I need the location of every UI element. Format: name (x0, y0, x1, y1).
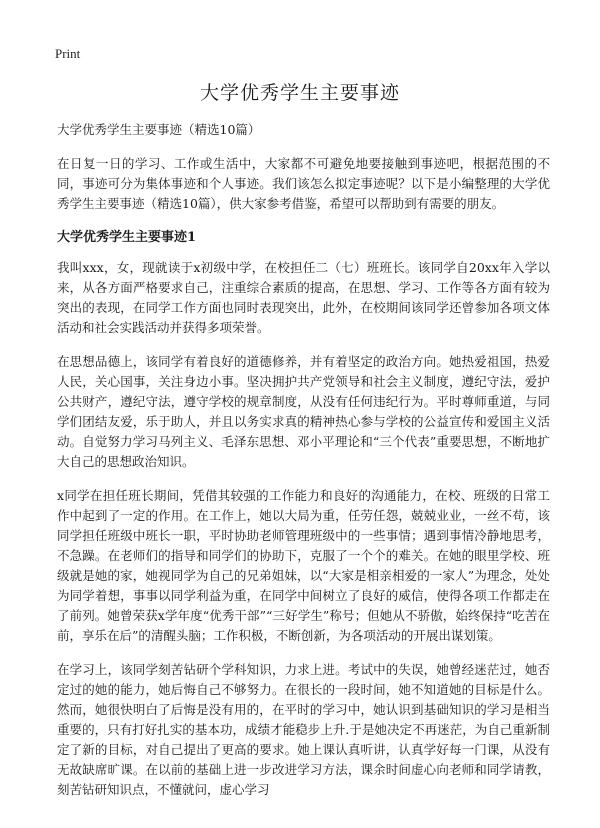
document-title: 大学优秀学生主要事迹 (199, 82, 400, 104)
body-paragraph: 在学习上，该同学刻苦钻研个学科知识，力求上进。考试中的失误，她曾经迷茫过，她否定过的她的能力，她后悔自己不够努力。在很长的一段时间，她不知道她的目标是什么。然而，她很快明白了后悔是没有用的，在平时的学习中，她认识到基础知识的学习是相当重要的，只有打好扎实的基本功，成绩才能稳步上升.于是她决定不再迷茫，为自己重新制定了新的目标，对自己提出了更高的要求。她上课认真听讲，认真学好每一门课，从没有无故缺席旷课。在以前的基础上进一步改进学习方法，课余时间虚心向老师和同学请教，刻苦钻研知识点，不懂就问，虚心学习 (57, 662, 550, 797)
body-paragraph: 我叫xxx，女，现就读于x初级中学，在校担任二（七）班班长。该同学自20xx年入学以来，从各方面严格要求自己，注重综合素质的提高，在思想、学习、工作等各方面有较为突出的表现，在同学工作方面也同时表现突出，此外，在校期间该同学还曾参加各项文体活动和社会实践活动并获得多项荣誉。 (57, 260, 550, 335)
print-link[interactable]: Print (55, 46, 81, 61)
document-subtitle: 大学优秀学生主要事迹（精选10篇） (57, 122, 261, 137)
body-paragraph: 在思想品德上，该同学有着良好的道德修养，并有着坚定的政治方向。她热爱祖国，热爱人民，关心国事，关注身边小事。坚决拥护共产党领导和社会主义制度，遵纪守法，爱护公共财产，遵纪守法，遵守学校的规章制度，从没有任何违纪行为。平时尊师重道，与同学们团结友爱，乐于助人，并且以务实求真的精神热心参与学校的公益宣传和爱国主义活动。自觉努力学习马列主义、毛泽东思想、邓小平理论和“三个代表”重要思想，不断地扩大自己的思想政治知识。 (57, 354, 550, 469)
section-heading: 大学优秀学生主要事迹1 (57, 230, 197, 245)
body-paragraph: x同学在担任班长期间，凭借其较强的工作能力和良好的沟通能力，在校、班级的日常工作中起到了一定的作用。在工作上，她以大局为重，任劳任怨，兢兢业业，一丝不苟，该同学担任班级中班长一职，平时协助老师管理班级中的一些事情；遇到事情冷静地思考，不急躁。在老师们的指导和同学们的协助下，克服了一个个的难关。在她的眼里学校、班级就是她的家，她视同学为自己的兄弟姐妹，以“大家是相亲相爱的一家人”为理念，处处为同学着想，事事以同学利益为重，在同学中间树立了良好的威信，使得各项工作都走在了前列。她曾荣获x学年度“优秀干部”“三好学生”称号；但她从不骄傲，始终保持“吃苦在前，享乐在后”的清醒头脑；工作积极，不断创新，为各项活动的开展出谋划策。 (57, 488, 550, 643)
intro-paragraph: 在日复一日的学习、工作或生活中，大家都不可避免地要接触到事迹吧，根据范围的不同，事迹可分为集体事迹和个人事迹。我们该怎么拟定事迹呢？以下是小编整理的大学优秀学生主要事迹（精选10篇），供大家参考借鉴，希望可以帮助到有需要的朋友。 (57, 156, 550, 211)
document-body (57, 120, 550, 814)
